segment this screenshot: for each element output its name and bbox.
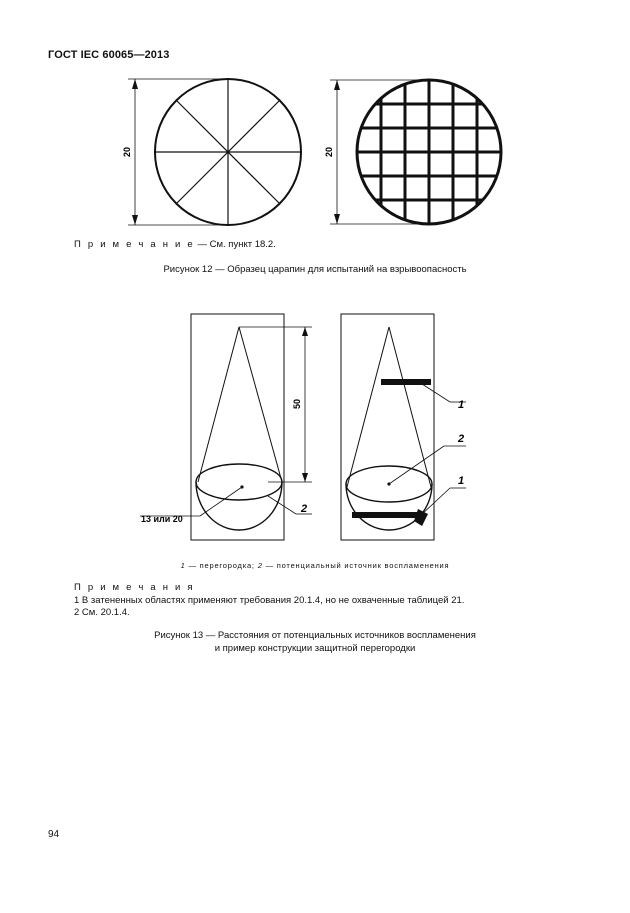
dim-left-label: 20 xyxy=(122,146,132,158)
legend-key-1: 1 xyxy=(180,561,186,570)
caption-line-2: и пример конструкции защитной перегородки xyxy=(214,642,416,654)
note-text: — См. пункт 18.2. xyxy=(194,239,276,250)
dim-height-label: 50 xyxy=(292,398,302,410)
partition-top xyxy=(381,379,431,385)
dim-base-label: 13 или 20 xyxy=(141,514,183,524)
label-2-right: 2 xyxy=(458,433,465,445)
figure12-left-specimen xyxy=(155,79,301,225)
document-header: ГОСТ IEC 60065—2013 xyxy=(48,49,170,61)
dim-right-label: 20 xyxy=(324,146,334,158)
figure13-legend xyxy=(0,561,630,570)
legend-text-1: — перегородка; xyxy=(185,561,258,570)
legend-key-2: 2 xyxy=(257,561,263,570)
legend-text-2: — потенциальный источник воспламенения xyxy=(262,561,450,570)
label-2-left: 2 xyxy=(301,503,308,515)
partition-barriers xyxy=(352,379,431,526)
partition-bottom xyxy=(352,512,420,518)
notes-label: П р и м е ч а н и я xyxy=(74,582,195,593)
page-number: 94 xyxy=(48,829,60,840)
caption-line-1: Рисунок 13 — Расстояния от потенциальных источников воспламенения xyxy=(154,630,476,641)
figure13-caption xyxy=(0,630,630,655)
note-label: П р и м е ч а н и е xyxy=(74,239,195,250)
figure13-notes xyxy=(74,582,464,620)
note-2: 2 См. 20.1.4. xyxy=(74,607,130,618)
note-1: 1 В затененных областях применяют требования 20.1.4, но не охваченные таблицей 21. xyxy=(74,594,465,606)
figure12-caption: Рисунок 12 — Образец царапин для испытаний на взрывоопасность xyxy=(163,264,467,275)
figure12-note xyxy=(74,239,276,250)
figure13-left-diagram xyxy=(140,314,312,540)
figure12-right-specimen xyxy=(350,70,510,235)
label-1-top: 1 xyxy=(458,399,465,411)
label-1-bottom: 1 xyxy=(458,475,465,487)
figure13-right-diagram xyxy=(341,314,466,540)
